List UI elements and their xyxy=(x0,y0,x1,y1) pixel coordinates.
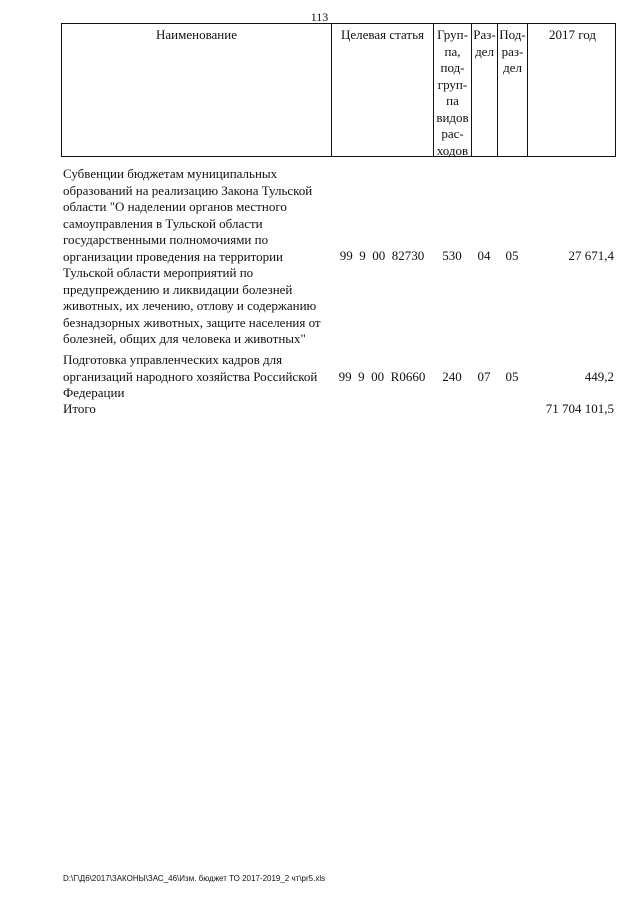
table-header xyxy=(61,23,616,157)
column-header-name: Наименование xyxy=(62,24,332,156)
header-text-line: раз- xyxy=(501,43,524,59)
row-expense-group: 530 xyxy=(442,248,462,263)
total-row xyxy=(61,401,621,419)
row-subsection: 05 xyxy=(505,248,519,263)
row-amount: 449,2 xyxy=(584,369,614,384)
row-target-article: 99 9 00 R0660 xyxy=(338,369,426,384)
row-amount: 27 671,4 xyxy=(568,248,614,263)
row-section: 07 xyxy=(477,369,491,384)
page-number: 113 xyxy=(310,10,329,24)
table-row xyxy=(61,352,621,402)
header-text-line: Раз- xyxy=(473,27,496,42)
row-name: Субвенции бюджетам муниципальных образований на реализацию Закона Тульской области "О наделении органов местного самоуправления в Тульской области государственными полномочиями по организации проведения на территории Тульской области мероприятий по предупреждению и ликвидации болезней животных, их лечению, отлову и содержанию безнадзорных животных, защите населения от болезней, общих для человека и животных" xyxy=(63,166,321,346)
column-header-subsection xyxy=(498,24,528,156)
row-expense-group: 240 xyxy=(442,369,462,384)
header-text-line: дел xyxy=(475,43,494,59)
header-text-line: видов xyxy=(436,109,469,125)
header-text-line: па xyxy=(446,93,459,108)
table-row xyxy=(61,166,621,346)
header-text-line: груп- xyxy=(437,76,468,92)
total-amount: 71 704 101,5 xyxy=(545,401,614,416)
row-name: Подготовка управленческих кадров для организаций народного хозяйства Российской Федерации xyxy=(63,352,318,400)
row-section: 04 xyxy=(477,248,491,263)
column-header-expense-group xyxy=(434,24,472,156)
header-text-line: Груп- xyxy=(437,27,468,42)
row-target-article: 99 9 00 82730 xyxy=(339,248,425,263)
header-text-line: Под- xyxy=(499,27,526,42)
header-text-line: дел xyxy=(503,60,522,75)
file-path-footer: D:\Г\Д6\2017\ЗАКОНЫ\ЗАС_46\Изм. бюджет ТО 2017-2019_2 чт\pr5.xls xyxy=(63,874,326,883)
header-text-line: ходов xyxy=(436,142,469,158)
column-header-year: 2017 год xyxy=(549,27,596,42)
row-subsection: 05 xyxy=(505,369,519,384)
header-text-line: рас- xyxy=(441,126,464,141)
column-header-target-article: Целевая статья xyxy=(332,24,434,156)
header-text-line: па, xyxy=(444,43,461,59)
column-header-section xyxy=(472,24,498,156)
total-label: Итого xyxy=(63,401,96,416)
header-text-line: под- xyxy=(440,60,465,75)
